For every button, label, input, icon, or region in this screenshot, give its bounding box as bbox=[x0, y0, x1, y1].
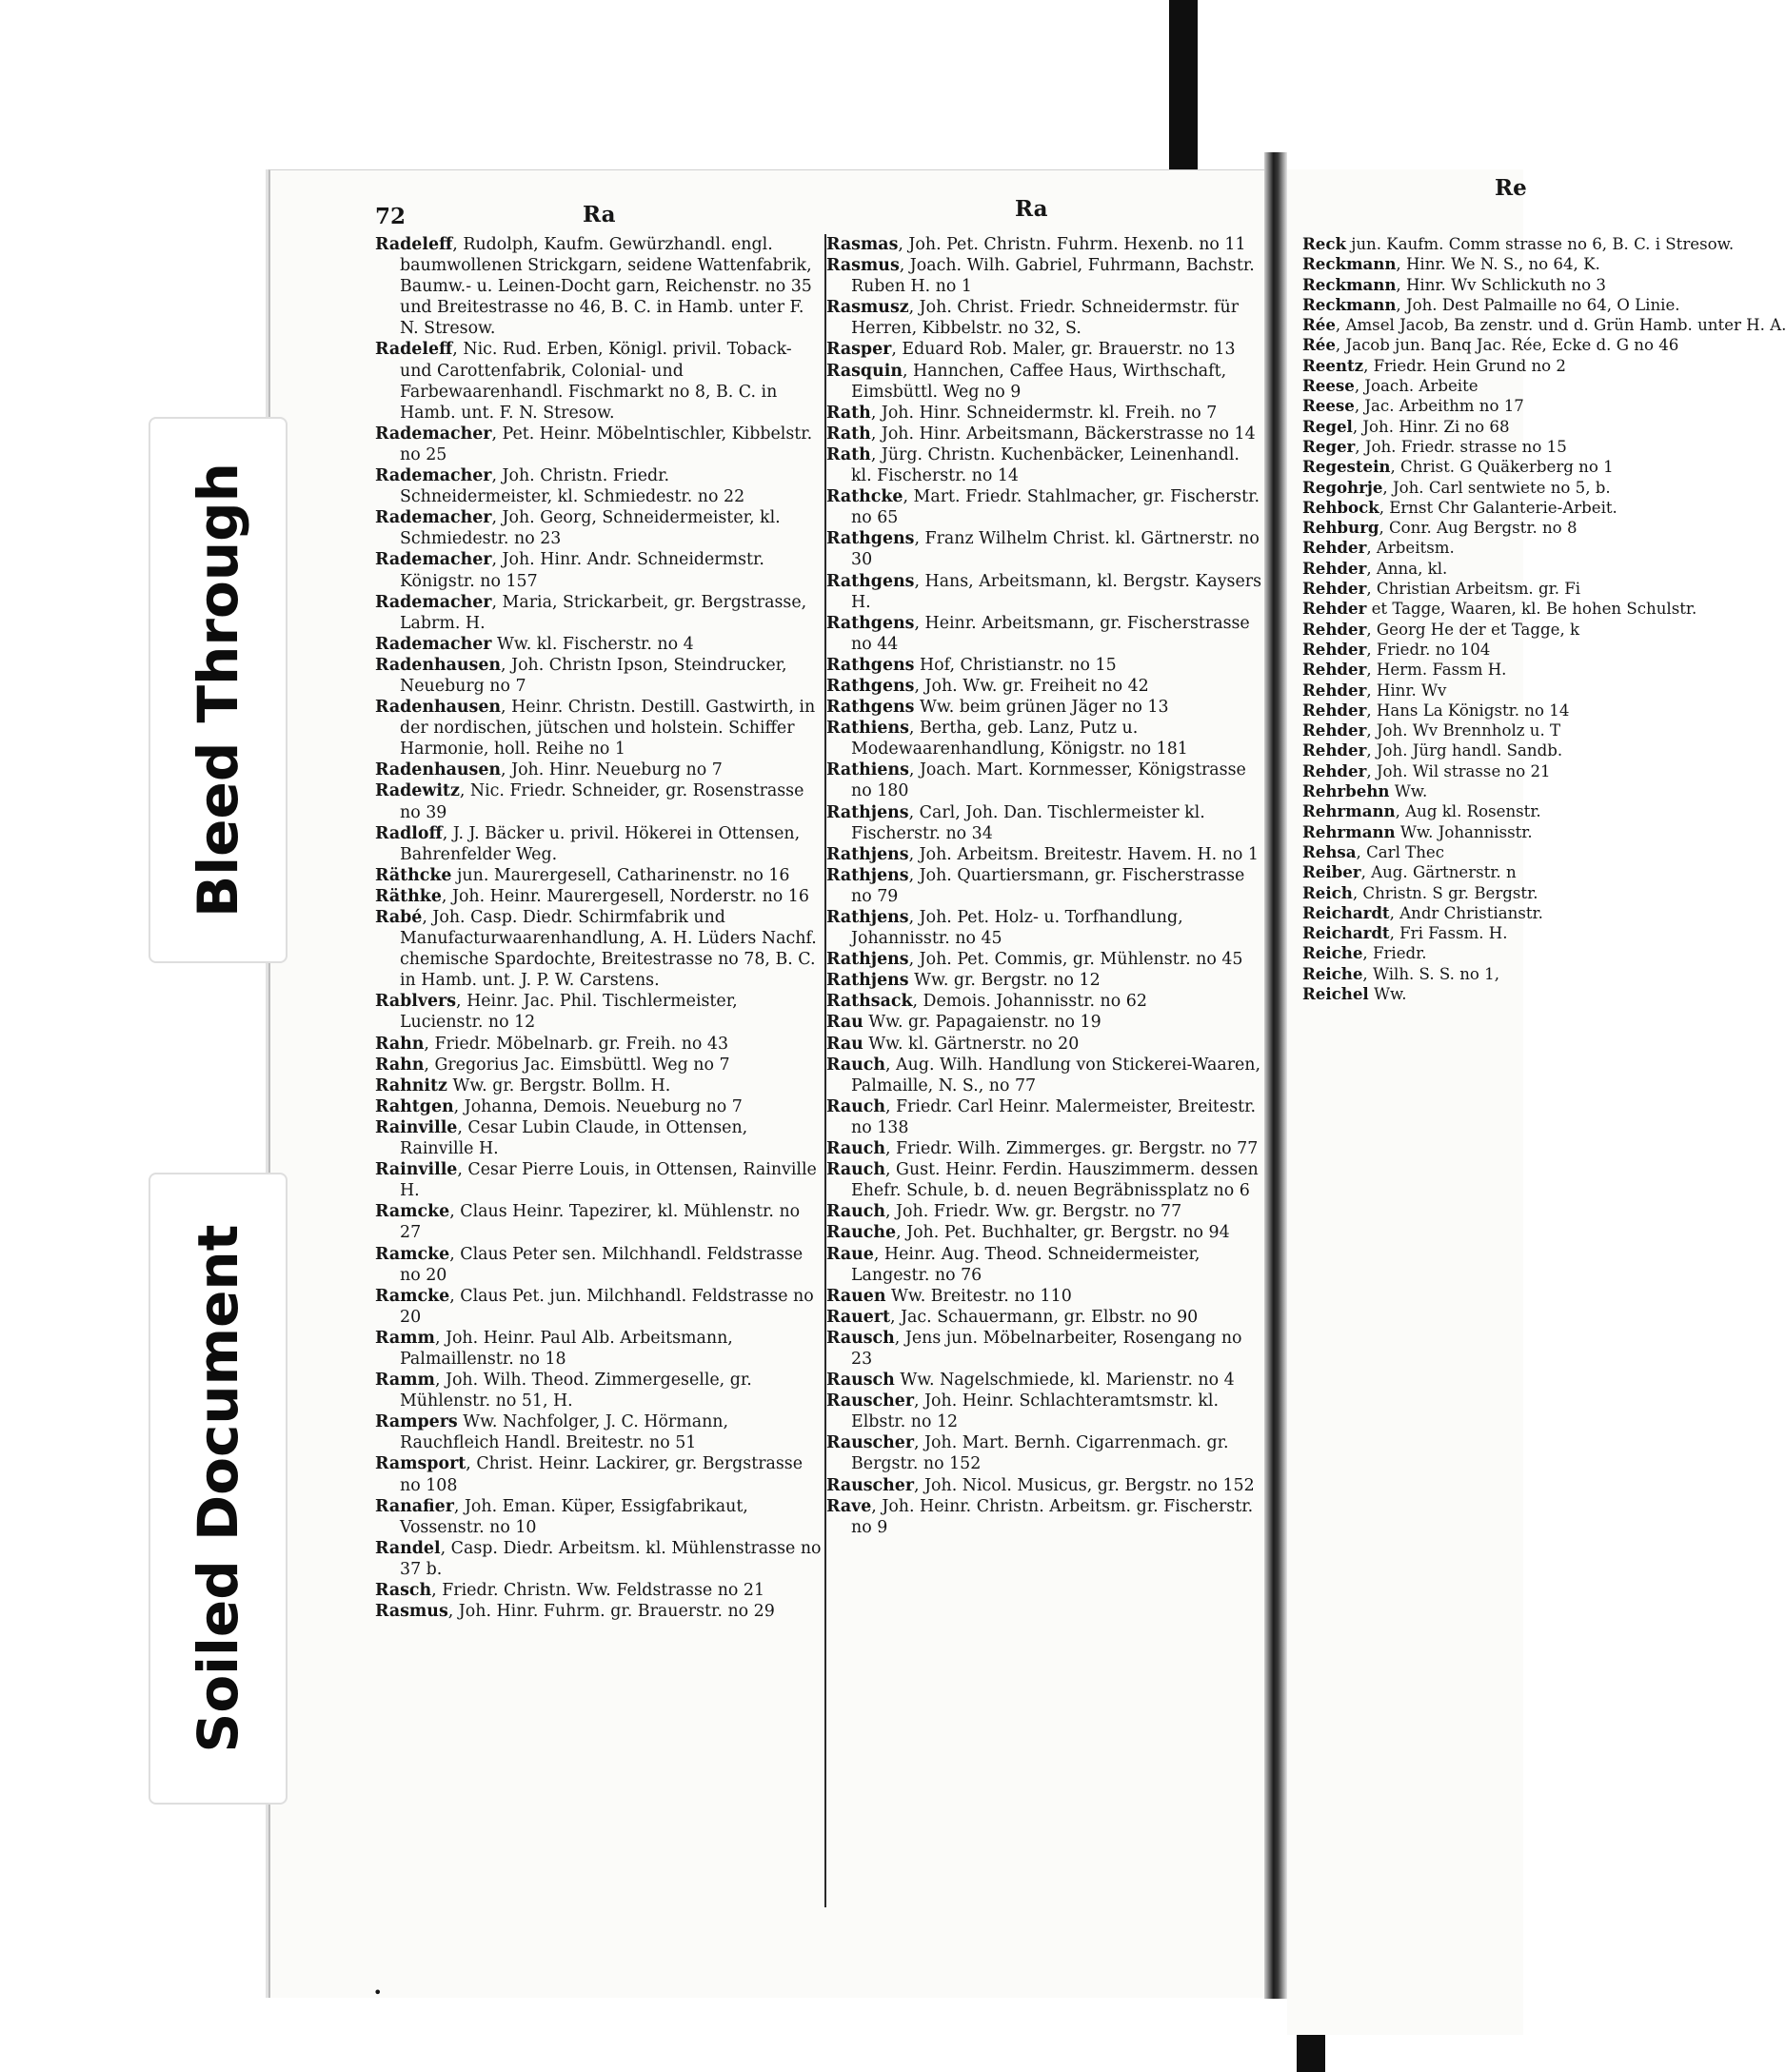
directory-entry: Reiche, Wilh. S. S. no 1, bbox=[1302, 963, 1499, 983]
directory-entry: Rathjens, Carl, Joh. Dan. Tischlermeister kl. Fischerstr. no 34 bbox=[826, 802, 1205, 843]
directory-entry: Rehbock, Ernst Chr Galanterie-Arbeit. bbox=[1302, 497, 1617, 517]
directory-entry: Rasch, Friedr. Christn. Ww. Feldstrasse no 21 bbox=[375, 1581, 765, 1600]
directory-entry: Rauch, Gust. Heinr. Ferdin. Hauszimmerm. dessen Ehefr. Schule, b. d. neuen Begräbnissplatz no 6 bbox=[826, 1160, 1259, 1201]
book-gutter bbox=[1264, 152, 1287, 1999]
directory-entry: Reiche, Friedr. bbox=[1302, 943, 1427, 963]
directory-entry: Räthke, Joh. Heinr. Maurergesell, Norderstr. no 16 bbox=[375, 886, 809, 906]
directory-entry: Rathiens, Joach. Mart. Kornmesser, Königstrasse no 180 bbox=[826, 760, 1246, 801]
directory-entry: Rehrmann Ww. Johannisstr. bbox=[1302, 821, 1533, 841]
directory-entry: Rauch, Joh. Friedr. Ww. gr. Bergstr. no 77 bbox=[826, 1202, 1182, 1222]
directory-entry: Rehder, Anna, kl. bbox=[1302, 558, 1448, 578]
bleed-through-stamp bbox=[149, 417, 288, 963]
directory-entry: Rasmus, Joh. Hinr. Fuhrm. gr. Brauerstr. no 29 bbox=[375, 1602, 775, 1622]
directory-entry: Randel, Casp. Diedr. Arbeitsm. kl. Mühlenstrasse no 37 b. bbox=[375, 1538, 822, 1579]
directory-entry: Radenhausen, Heinr. Christn. Destill. Gastwirth, in der nordischen, jütschen und holstein. Schiffer Harmonie, holl. Reihe no 1 bbox=[375, 698, 816, 760]
directory-entry: Rauche, Joh. Pet. Buchhalter, gr. Bergstr. no 94 bbox=[826, 1223, 1230, 1243]
directory-entry: Reckmann, Joh. Dest Palmaille no 64, O Linie. bbox=[1302, 294, 1680, 314]
directory-entry: Regestein, Christ. G Quäkerberg no 1 bbox=[1302, 457, 1614, 477]
directory-entry: Reich, Christn. S gr. Bergstr. bbox=[1302, 882, 1538, 902]
directory-entry: Rasmusz, Joh. Christ. Friedr. Schneidermstr. für Herren, Kibbelstr. no 32, S. bbox=[826, 298, 1240, 339]
directory-entry: Rauch, Friedr. Carl Heinr. Malermeister, Breitestr. no 138 bbox=[826, 1096, 1257, 1137]
directory-entry: Radenhausen, Joh. Christn Ipson, Steindrucker, Neueburg no 7 bbox=[375, 655, 787, 696]
directory-entry: Reichel Ww. bbox=[1302, 983, 1407, 1003]
directory-entry: Rehder, Joh. Wv Brennholz u. T bbox=[1302, 720, 1561, 740]
directory-entry: Rehder, Joh. Jürg handl. Sandb. bbox=[1302, 740, 1563, 760]
directory-entry: Rauert, Jac. Schauermann, gr. Elbstr. no 90 bbox=[826, 1307, 1199, 1327]
directory-entry: Rathgens Ww. beim grünen Jäger no 13 bbox=[826, 698, 1169, 718]
directory-column-1 bbox=[375, 234, 823, 1909]
directory-entry: Rahnitz Ww. gr. Bergstr. Bollm. H. bbox=[375, 1075, 671, 1095]
directory-entry: Reger, Joh. Friedr. strasse no 15 bbox=[1302, 436, 1567, 456]
directory-entry: Rahn, Gregorius Jac. Eimsbüttl. Weg no 7 bbox=[375, 1055, 730, 1075]
directory-entry: Rathgens Hof, Christianstr. no 15 bbox=[826, 655, 1117, 675]
directory-entry: Ranafier, Joh. Eman. Küper, Essigfabrikaut, Vossenstr. no 10 bbox=[375, 1496, 748, 1537]
directory-entry: Rabé, Joh. Casp. Diedr. Schirmfabrik und Manufacturwaarenhandlung, A. H. Lüders Nachf. chemische Spardochte, Breitestrasse no 78, B. C. in Hamb. unt. J. P. W. Carstens. bbox=[375, 908, 817, 991]
directory-entry: Rauscher, Joh. Nicol. Musicus, gr. Bergstr. no 152 bbox=[826, 1475, 1255, 1495]
directory-entry: Rademacher, Pet. Heinr. Möbelntischler, Kibbelstr. no 25 bbox=[375, 424, 813, 464]
directory-entry: Rademacher, Maria, Strickarbeit, gr. Bergstrasse, Labrm. H. bbox=[375, 592, 807, 633]
directory-entry: Rehsa, Carl Thec bbox=[1302, 841, 1445, 861]
directory-entry: Rainville, Cesar Lubin Claude, in Ottensen, Rainville H. bbox=[375, 1117, 748, 1159]
directory-entry: Rathjens, Joh. Quartiersmann, gr. Fischerstrasse no 79 bbox=[826, 865, 1245, 906]
directory-entry: Rathgens, Hans, Arbeitsmann, kl. Bergstr. Kaysers H. bbox=[826, 571, 1262, 612]
directory-entry: Rainville, Cesar Pierre Louis, in Ottensen, Rainville H. bbox=[375, 1160, 817, 1201]
directory-entry: Reiber, Aug. Gärtnerstr. n bbox=[1302, 862, 1517, 882]
running-head-left: Ra bbox=[583, 202, 616, 227]
directory-entry: Rehder, Christian Arbeitsm. gr. Fi bbox=[1302, 579, 1581, 599]
directory-entry: Rau Ww. kl. Gärtnerstr. no 20 bbox=[826, 1034, 1080, 1054]
bleed-through-label: Bleed Through bbox=[186, 463, 250, 918]
directory-entry: Rée, Amsel Jacob, Ba zenstr. und d. Grün Hamb. unter H. A. bbox=[1302, 315, 1786, 335]
directory-entry: Rablvers, Heinr. Jac. Phil. Tischlermeister, Lucienstr. no 12 bbox=[375, 992, 738, 1033]
directory-entry: Rée, Jacob jun. Banq Jac. Rée, Ecke d. G no 46 bbox=[1302, 335, 1679, 355]
directory-entry: Reckmann, Hinr. Wv Schlickuth no 3 bbox=[1302, 274, 1606, 294]
directory-entry: Räthcke jun. Maurergesell, Catharinenstr. no 16 bbox=[375, 865, 790, 885]
page-mark: • bbox=[373, 1983, 383, 2002]
directory-entry: Rathjens, Joh. Pet. Commis, gr. Mühlenstr. no 45 bbox=[826, 950, 1243, 970]
directory-entry: Regohrje, Joh. Carl sentwiete no 5, b. bbox=[1302, 477, 1611, 497]
directory-entry: Rath, Joh. Hinr. Schneidermstr. kl. Freih. no 7 bbox=[826, 403, 1218, 423]
directory-entry: Rathjens, Joh. Pet. Holz- u. Torfhandlung, Johannisstr. no 45 bbox=[826, 908, 1183, 949]
directory-entry: Rathgens, Franz Wilhelm Christ. kl. Gärtnerstr. no 30 bbox=[826, 529, 1260, 570]
facing-page-column bbox=[1302, 234, 1786, 1909]
directory-entry: Rathgens, Heinr. Arbeitsmann, gr. Fischerstrasse no 44 bbox=[826, 613, 1250, 654]
directory-entry: Rathgens, Joh. Ww. gr. Freiheit no 42 bbox=[826, 676, 1149, 696]
directory-entry: Radenhausen, Joh. Hinr. Neueburg no 7 bbox=[375, 760, 723, 780]
directory-entry: Rehder, Friedr. no 104 bbox=[1302, 639, 1491, 659]
directory-entry: Rehder, Hinr. Wv bbox=[1302, 680, 1447, 700]
directory-entry: Reese, Joach. Arbeite bbox=[1302, 376, 1478, 396]
directory-entry: Rehder, Georg He der et Tagge, k bbox=[1302, 619, 1580, 639]
directory-entry: Ramcke, Claus Heinr. Tapezirer, kl. Mühlenstr. no 27 bbox=[375, 1202, 801, 1243]
directory-entry: Rehder, Joh. Wil strasse no 21 bbox=[1302, 760, 1551, 780]
directory-entry: Rehrbehn Ww. bbox=[1302, 781, 1428, 801]
directory-entry: Rahn, Friedr. Möbelnarb. gr. Freih. no 43 bbox=[375, 1034, 729, 1054]
directory-entry: Rathjens Ww. gr. Bergstr. no 12 bbox=[826, 971, 1101, 991]
directory-entry: Rausch, Jens jun. Möbelnarbeiter, Rosengang no 23 bbox=[826, 1328, 1242, 1369]
directory-entry: Rasquin, Hannchen, Caffee Haus, Wirthschaft, Eimsbüttl. Weg no 9 bbox=[826, 361, 1227, 402]
page-number: 72 bbox=[375, 204, 407, 229]
directory-entry: Radloff, J. J. Bäcker u. privil. Hökerei in Ottensen, Bahrenfelder Weg. bbox=[375, 823, 801, 864]
directory-entry: Ramm, Joh. Wilh. Theod. Zimmergeselle, gr. Mühlenstr. no 51, H. bbox=[375, 1371, 752, 1411]
directory-entry: Rave, Joh. Heinr. Christn. Arbeitsm. gr. Fischerstr. no 9 bbox=[826, 1496, 1254, 1537]
directory-entry: Rampers Ww. Nachfolger, J. C. Hörmann, Rauchfleich Handl. Breitestr. no 51 bbox=[375, 1412, 729, 1453]
directory-entry: Rehrmann, Aug kl. Rosenstr. bbox=[1302, 801, 1541, 821]
directory-entry: Rademacher, Joh. Georg, Schneidermeister, kl. Schmiedestr. no 23 bbox=[375, 508, 781, 549]
directory-entry: Rauch, Friedr. Wilh. Zimmerges. gr. Bergstr. no 77 bbox=[826, 1139, 1259, 1159]
directory-entry: Rademacher, Joh. Christn. Friedr. Schneidermeister, kl. Schmiedestr. no 22 bbox=[375, 466, 745, 507]
directory-entry: Rehder et Tagge, Waaren, kl. Be hohen Schulstr. bbox=[1302, 599, 1697, 619]
directory-entry: Reichardt, Andr Christianstr. bbox=[1302, 902, 1543, 922]
directory-entry: Reckmann, Hinr. We N. S., no 64, K. bbox=[1302, 254, 1600, 274]
directory-entry: Rauscher, Joh. Mart. Bernh. Cigarrenmach. gr. Bergstr. no 152 bbox=[826, 1433, 1229, 1474]
directory-entry: Reichardt, Fri Fassm. H. bbox=[1302, 923, 1508, 943]
directory-entry: Rasper, Eduard Rob. Maler, gr. Brauerstr. no 13 bbox=[826, 340, 1236, 360]
directory-entry: Ramsport, Christ. Heinr. Lackirer, gr. Bergstrasse no 108 bbox=[375, 1454, 804, 1495]
directory-entry: Ramm, Joh. Heinr. Paul Alb. Arbeitsmann, Palmaillenstr. no 18 bbox=[375, 1328, 733, 1369]
directory-entry: Rahtgen, Johanna, Demois. Neueburg no 7 bbox=[375, 1096, 743, 1116]
directory-entry: Ramcke, Claus Peter sen. Milchhandl. Feldstrasse no 20 bbox=[375, 1244, 804, 1285]
directory-entry: Rath, Joh. Hinr. Arbeitsmann, Bäckerstrasse no 14 bbox=[826, 424, 1256, 444]
directory-entry: Rauscher, Joh. Heinr. Schlachteramtsmstr. kl. Elbstr. no 12 bbox=[826, 1391, 1220, 1432]
directory-entry: Rehder, Arbeitsm. bbox=[1302, 538, 1455, 558]
running-head-next-page: Re bbox=[1495, 175, 1527, 201]
directory-entry: Rathiens, Bertha, geb. Lanz, Putz u. Modewaarenhandlung, Königstr. no 181 bbox=[826, 719, 1188, 760]
directory-entry: Rehburg, Conr. Aug Bergstr. no 8 bbox=[1302, 518, 1578, 538]
directory-entry: Radewitz, Nic. Friedr. Schneider, gr. Rosenstrasse no 39 bbox=[375, 781, 804, 822]
directory-entry: Regel, Joh. Hinr. Zi no 68 bbox=[1302, 416, 1510, 436]
directory-entry: Rath, Jürg. Christn. Kuchenbäcker, Leinenhandl. kl. Fischerstr. no 14 bbox=[826, 444, 1240, 486]
directory-entry: Reck jun. Kaufm. Comm strasse no 6, B. C. i Stresow. bbox=[1302, 234, 1735, 253]
directory-entry: Rehder, Hans La Königstr. no 14 bbox=[1302, 700, 1570, 720]
binding-tab bbox=[1169, 0, 1198, 181]
directory-entry: Rasmus, Joach. Wilh. Gabriel, Fuhrmann, Bachstr. Ruben H. no 1 bbox=[826, 256, 1255, 297]
directory-column-2 bbox=[826, 234, 1264, 1909]
directory-entry: Rauch, Aug. Wilh. Handlung von Stickerei-Waaren, Palmaille, N. S., no 77 bbox=[826, 1055, 1261, 1095]
directory-entry: Rasmas, Joh. Pet. Christn. Fuhrm. Hexenb. no 11 bbox=[826, 235, 1246, 254]
directory-entry: Reentz, Friedr. Hein Grund no 2 bbox=[1302, 355, 1566, 375]
directory-entry: Rehder, Herm. Fassm H. bbox=[1302, 660, 1507, 680]
directory-entry: Rademacher, Joh. Hinr. Andr. Schneidermstr. Königstr. no 157 bbox=[375, 550, 764, 591]
directory-entry: Rausch Ww. Nagelschmiede, kl. Marienstr. no 4 bbox=[826, 1371, 1235, 1391]
directory-entry: Radeleff, Rudolph, Kaufm. Gewürzhandl. engl. baumwollenen Strickgarn, seidene Wattenfabrik, Baumw.- u. Leinen-Docht garn, Reichenstr. no 35 und Breitestrasse no 46, B. C. in Hamb. unter F. N. Stresow. bbox=[375, 235, 812, 339]
directory-entry: Rathjens, Joh. Arbeitsm. Breitestr. Havem. H. no 1 bbox=[826, 844, 1259, 864]
directory-entry: Rathcke, Mart. Friedr. Stahlmacher, gr. Fischerstr. no 65 bbox=[826, 487, 1260, 528]
directory-entry: Rauen Ww. Breitestr. no 110 bbox=[826, 1286, 1072, 1306]
running-head-right: Ra bbox=[1015, 196, 1048, 222]
directory-entry: Ramcke, Claus Pet. jun. Milchhandl. Feldstrasse no 20 bbox=[375, 1286, 814, 1327]
directory-entry: Raue, Heinr. Aug. Theod. Schneidermeister, Langestr. no 76 bbox=[826, 1244, 1201, 1285]
directory-entry: Rau Ww. gr. Papagaienstr. no 19 bbox=[826, 1013, 1101, 1033]
soiled-document-label: Soiled Document bbox=[186, 1224, 250, 1753]
soiled-document-stamp bbox=[149, 1173, 288, 1805]
directory-entry: Rademacher Ww. kl. Fischerstr. no 4 bbox=[375, 634, 694, 654]
directory-entry: Radeleff, Nic. Rud. Erben, Königl. privil. Toback- und Carottenfabrik, Colonial- und Farbewaarenhandl. Fischmarkt no 8, B. C. in Hamb. unt. F. N. Stresow. bbox=[375, 340, 792, 423]
directory-entry: Reese, Jac. Arbeithm no 17 bbox=[1302, 396, 1524, 416]
directory-entry: Rathsack, Demois. Johannisstr. no 62 bbox=[826, 992, 1147, 1012]
